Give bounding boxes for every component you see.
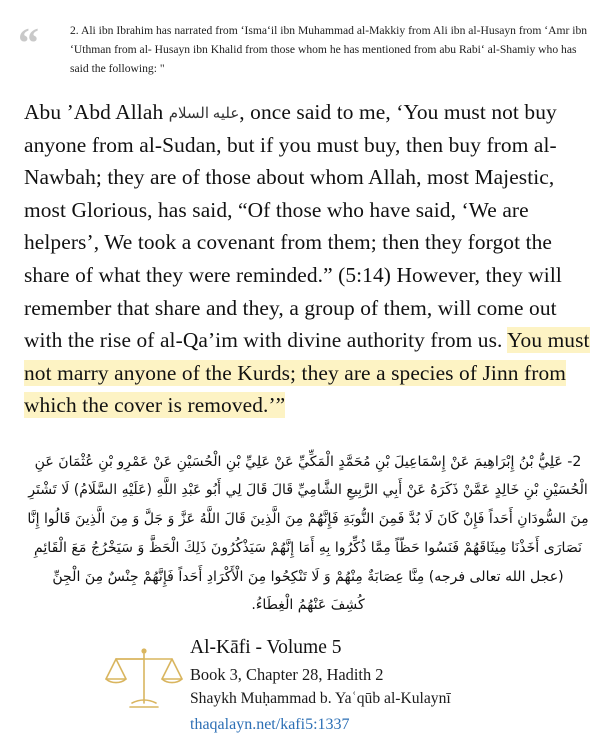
arabic-line: مِنَ السُّودَانِ أَحَداً فَإِنْ كَانَ لَا بُدَّ فَمِنَ النُّوبَةِ فَإِنَّهُمْ مِنَ الَّذِينَ قَالَ اللَّهُ عَزَّ وَ جَلَّ وَ مِنَ الَّذِينَ قَالُوا إِنَّا [27,511,589,528]
salawat-icon: عليه السلام [168,106,240,123]
book-reference: Book 3, Chapter 28, Hadith 2 [190,665,384,685]
book-title: Al-Kāfi - Volume 5 [190,637,342,659]
highlighted-passage: You must not marry anyone of the Kurds; they are a species of Jinn from which the cover is removed.’” [24,328,590,418]
arabic-line: الْحُسَيْنِ بْنِ خَالِدٍ عَمَّنْ ذَكَرَهُ عَنْ أَبِي الرَّبِيعِ الشَّامِيِّ قَالَ قَالَ لِي أَبُو عَبْدِ اللَّهِ (عَلَيْهِ السَّلَامُ) لَا تَشْتَرِ [28,482,588,499]
arabic-line: نَصَارَى أَخَذْنَا مِيثَاقَهُمْ فَنَسُوا حَظّاً مِمَّا ذُكِّرُوا بِهِ أَمَا إِنَّهُمْ سَيَذْكُرُونَ ذَلِكَ الْحَظَّ وَ سَيَخْرُجُ مَعَ الْقَائِمِ [34,539,582,556]
source-link[interactable]: thaqalayn.net/kafi5:1337 [190,715,350,733]
arabic-text [0,422,616,621]
arabic-line: 2- عَلِيُّ بْنُ إِبْرَاهِيمَ عَنْ إِسْمَاعِيلَ بْنِ مُحَمَّدٍ الْمَكِّيِّ عَنْ عَلِيِّ بْنِ الْحُسَيْنِ عَنْ عَمْرِو بْنِ عُثْمَانَ عَنِ [34,453,582,470]
translation-text [0,82,616,421]
translation-part-2: , once said to me, ‘You must not buy anyone from al-Sudan, but if you must buy, then buy from al-Nawbah; they are of those about whom Allah, most Majestic, most Glorious, has said, “Of those who have said, ‘We are helpers’, We took a covenant from them; then they forgot the share of what they were reminded.” (5:14) However, they will remember that share and they, a group of them, will come out with the rise of al-Qa’im with divine authority from us. [24,100,562,353]
isnad-block [0,0,616,82]
translation-part-1: Abu ’Abd Allah [24,100,169,125]
arabic-line: (عجل الله تعالى فرجه) مِنَّا عِصَابَةٌ مِنْهُمْ وَ لَا تَنْكِحُوا مِنَ الْأَكْرَادِ أَحَداً فَإِنَّهُمْ جِنْسٌ مِنَ الْجِنِّ [52,568,564,585]
isnad-text: 2. Ali ibn Ibrahim has narrated from ʻIsmaʻil ibn Muhammad al-Makkiy from Ali ibn al-Husayn from ʻAmr ibn ʻUthman from al- Husayn ibn Khalid from those whom he has mentioned from abu Rabiʻ al-Shamiy who has said the following: " [70,24,588,75]
quote-icon: “ [18,21,37,67]
book-author: Shaykh Muḥammad b. Yaʿqūb al-Kulaynī [190,690,451,708]
citation-block [190,633,616,736]
arabic-line: كُشِفَ عَنْهُمُ الْغِطَاءُ. [251,597,365,614]
citation-footer [0,633,616,736]
balance-scales-icon [104,641,190,715]
